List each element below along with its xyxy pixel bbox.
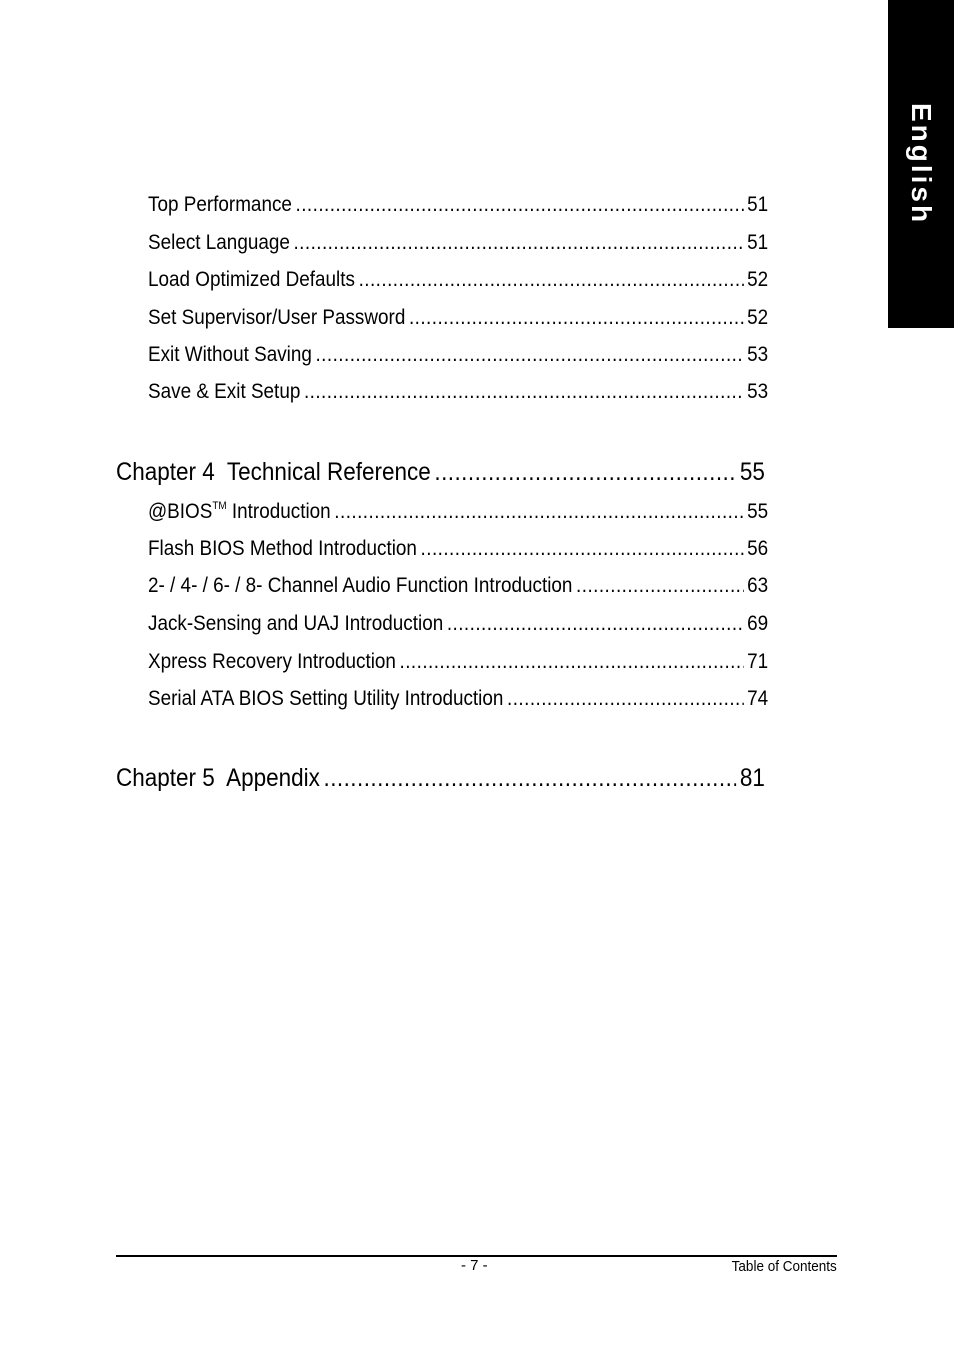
toc-entry-page: 52 <box>747 268 769 291</box>
toc-entry-label: 2- / 4- / 6- / 8- Channel Audio Function Introduction <box>148 574 573 597</box>
toc-entry-label: Select Language <box>148 231 290 254</box>
chapter-page: 81 <box>739 764 765 792</box>
toc-entry[interactable] <box>148 687 768 715</box>
toc-entry-page: 51 <box>747 193 769 216</box>
toc-entry-page: 51 <box>747 231 769 254</box>
footer-page-number: - 7 - <box>461 1257 488 1274</box>
toc-entry-label: Xpress Recovery Introduction <box>148 650 396 673</box>
dot-leader <box>434 458 736 487</box>
toc-entry-label: Top Performance <box>148 193 292 216</box>
dot-leader <box>576 574 743 598</box>
toc-entry[interactable] <box>148 193 768 221</box>
toc-entry-label <box>148 500 331 524</box>
toc-entry[interactable] <box>148 380 768 408</box>
toc-entry[interactable] <box>148 537 768 565</box>
toc-entry[interactable] <box>148 500 768 528</box>
toc-chapter-5[interactable] <box>116 764 765 796</box>
toc-entry-label: Load Optimized Defaults <box>148 268 355 291</box>
toc-entry-page: 63 <box>747 574 769 597</box>
toc-entry-label: Set Supervisor/User Password <box>148 306 406 329</box>
toc-entry[interactable] <box>148 612 768 640</box>
toc-chapter-4[interactable] <box>116 458 765 490</box>
toc-entry-label: Flash BIOS Method Introduction <box>148 537 417 560</box>
dot-leader <box>400 650 744 674</box>
language-tab-label: English <box>906 102 937 226</box>
bios-label: @BIOS <box>148 500 213 523</box>
toc-entry-page: 69 <box>747 612 769 635</box>
toc-entry-page: 56 <box>747 537 769 560</box>
dot-leader <box>409 306 744 330</box>
toc-entry[interactable] <box>148 268 768 296</box>
toc-entry[interactable] <box>148 343 768 371</box>
footer-section-title: Table of Contents <box>731 1258 837 1275</box>
toc-entry-label: Save & Exit Setup <box>148 380 301 403</box>
bios-label-suffix: Introduction <box>226 500 331 523</box>
toc-entry-page: 71 <box>747 650 769 673</box>
dot-leader <box>296 193 744 217</box>
toc-entry-label: Jack-Sensing and UAJ Introduction <box>148 612 444 635</box>
toc-entry[interactable] <box>148 574 768 602</box>
dot-leader <box>421 537 744 561</box>
dot-leader <box>334 500 743 524</box>
chapter-title: Chapter 4 Technical Reference <box>116 458 431 486</box>
dot-leader <box>293 231 743 255</box>
toc-entry-page: 53 <box>747 343 769 366</box>
toc-entry-page: 74 <box>747 687 769 710</box>
dot-leader <box>359 268 744 292</box>
toc-entry[interactable] <box>148 231 768 259</box>
dot-leader <box>304 380 744 404</box>
dot-leader <box>447 612 744 636</box>
toc-entry-page: 53 <box>747 380 769 403</box>
toc-entry[interactable] <box>148 650 768 678</box>
toc-entry[interactable] <box>148 306 768 334</box>
dot-leader <box>315 343 743 367</box>
dot-leader <box>324 764 737 793</box>
dot-leader <box>507 687 743 711</box>
trademark-mark: TM <box>212 500 227 512</box>
toc-entry-page: 52 <box>747 306 769 329</box>
chapter-page: 55 <box>739 458 765 486</box>
language-tab <box>888 0 954 328</box>
toc-entry-label: Exit Without Saving <box>148 343 312 366</box>
toc-entry-page: 55 <box>747 500 769 523</box>
toc-entry-label: Serial ATA BIOS Setting Utility Introduction <box>148 687 504 710</box>
chapter-title: Chapter 5 Appendix <box>116 764 320 792</box>
